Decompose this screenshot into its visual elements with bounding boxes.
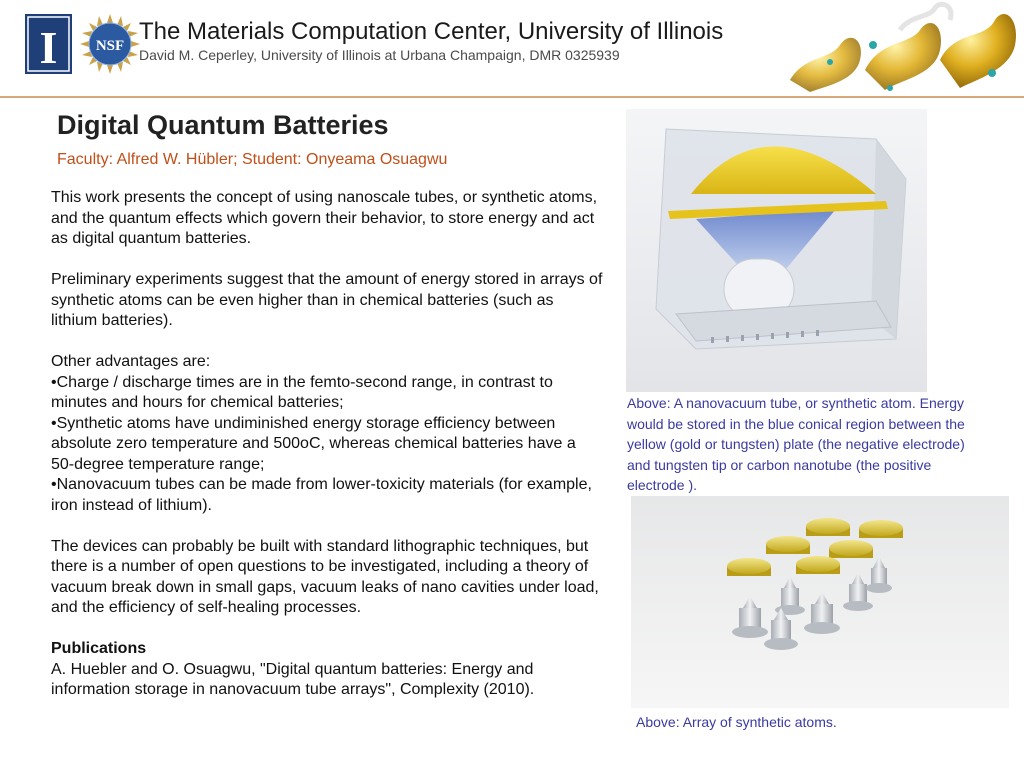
slide-title: Digital Quantum Batteries bbox=[57, 110, 389, 140]
uiuc-logo-letter: I bbox=[39, 22, 58, 73]
bullet-marker: • bbox=[51, 414, 57, 432]
publications-heading: Publications bbox=[51, 640, 147, 657]
advantage-text: Nanovacuum tubes can be made from lower-toxicity materials (for example, iron instead of lithium). bbox=[51, 476, 592, 514]
bullet-marker: • bbox=[51, 373, 57, 391]
faculty-line: Faculty: Alfred W. Hübler; Student: Onyeama Osuagwu bbox=[57, 151, 448, 168]
center-name: The Materials Computation Center, University of Illinois bbox=[139, 18, 724, 45]
advantage-text: Synthetic atoms have undiminished energy storage efficiency between absolute zero temperature and 500oC, whereas chemical batteries have a 50-degree temperature range; bbox=[51, 414, 576, 473]
nsf-logo-letters: NSF bbox=[95, 38, 125, 54]
nanovacuum-tube-figure bbox=[626, 109, 927, 392]
university-of-illinois-logo bbox=[25, 14, 72, 74]
bullet-marker: • bbox=[51, 476, 57, 493]
advantage-bullet bbox=[51, 475, 603, 516]
advantages-intro: Other advantages are: bbox=[51, 353, 211, 370]
principal-investigator-line: David M. Ceperley, University of Illinois at Urbana Champaign, DMR 0325939 bbox=[139, 47, 620, 63]
intro-paragraph: This work presents the concept of using nanoscale tubes, or synthetic atoms, and the quantum effects which govern their behavior, to store energy and act as digital quantum batteries. bbox=[51, 189, 598, 247]
slide-header bbox=[0, 0, 1024, 97]
publication-reference: A. Huebler and O. Osuagwu, "Digital quantum batteries: Energy and information storage in nanovacuum tube arrays", Complexity (2010). bbox=[51, 660, 535, 698]
nsf-logo bbox=[80, 14, 140, 74]
advantage-bullet bbox=[51, 414, 603, 476]
experiments-paragraph: Preliminary experiments suggest that the amount of energy stored in arrays of synthetic atoms can be even higher than in chemical batteries (such as lithium batteries). bbox=[51, 271, 603, 329]
molecular-structure-graphic bbox=[770, 0, 1024, 96]
figure-caption-atom-array: Above: Array of synthetic atoms. bbox=[636, 714, 837, 730]
fabrication-paragraph: The devices can probably be built with standard lithographic techniques, but there is a number of open questions to be investigated, including a theory of vacuum break down in small gaps, vacuum leaks of nano cavities under load, and the efficiency of self-healing processes. bbox=[51, 537, 599, 616]
body-text bbox=[51, 188, 603, 701]
advantage-text: Charge / discharge times are in the femto-second range, in contrast to minutes and hours for chemical batteries; bbox=[51, 373, 553, 411]
synthetic-atom-array-figure bbox=[631, 496, 1009, 708]
header-divider bbox=[0, 96, 1024, 98]
figure-caption-nanovacuum-tube: Above: A nanovacuum tube, or synthetic atom. Energy would be stored in the blue conical region between the yellow (gold or tungsten) plate (the negative electrode) and tungsten tip or carbon nanotube (the positive electrode ). bbox=[627, 395, 965, 493]
advantage-bullet bbox=[51, 373, 603, 414]
